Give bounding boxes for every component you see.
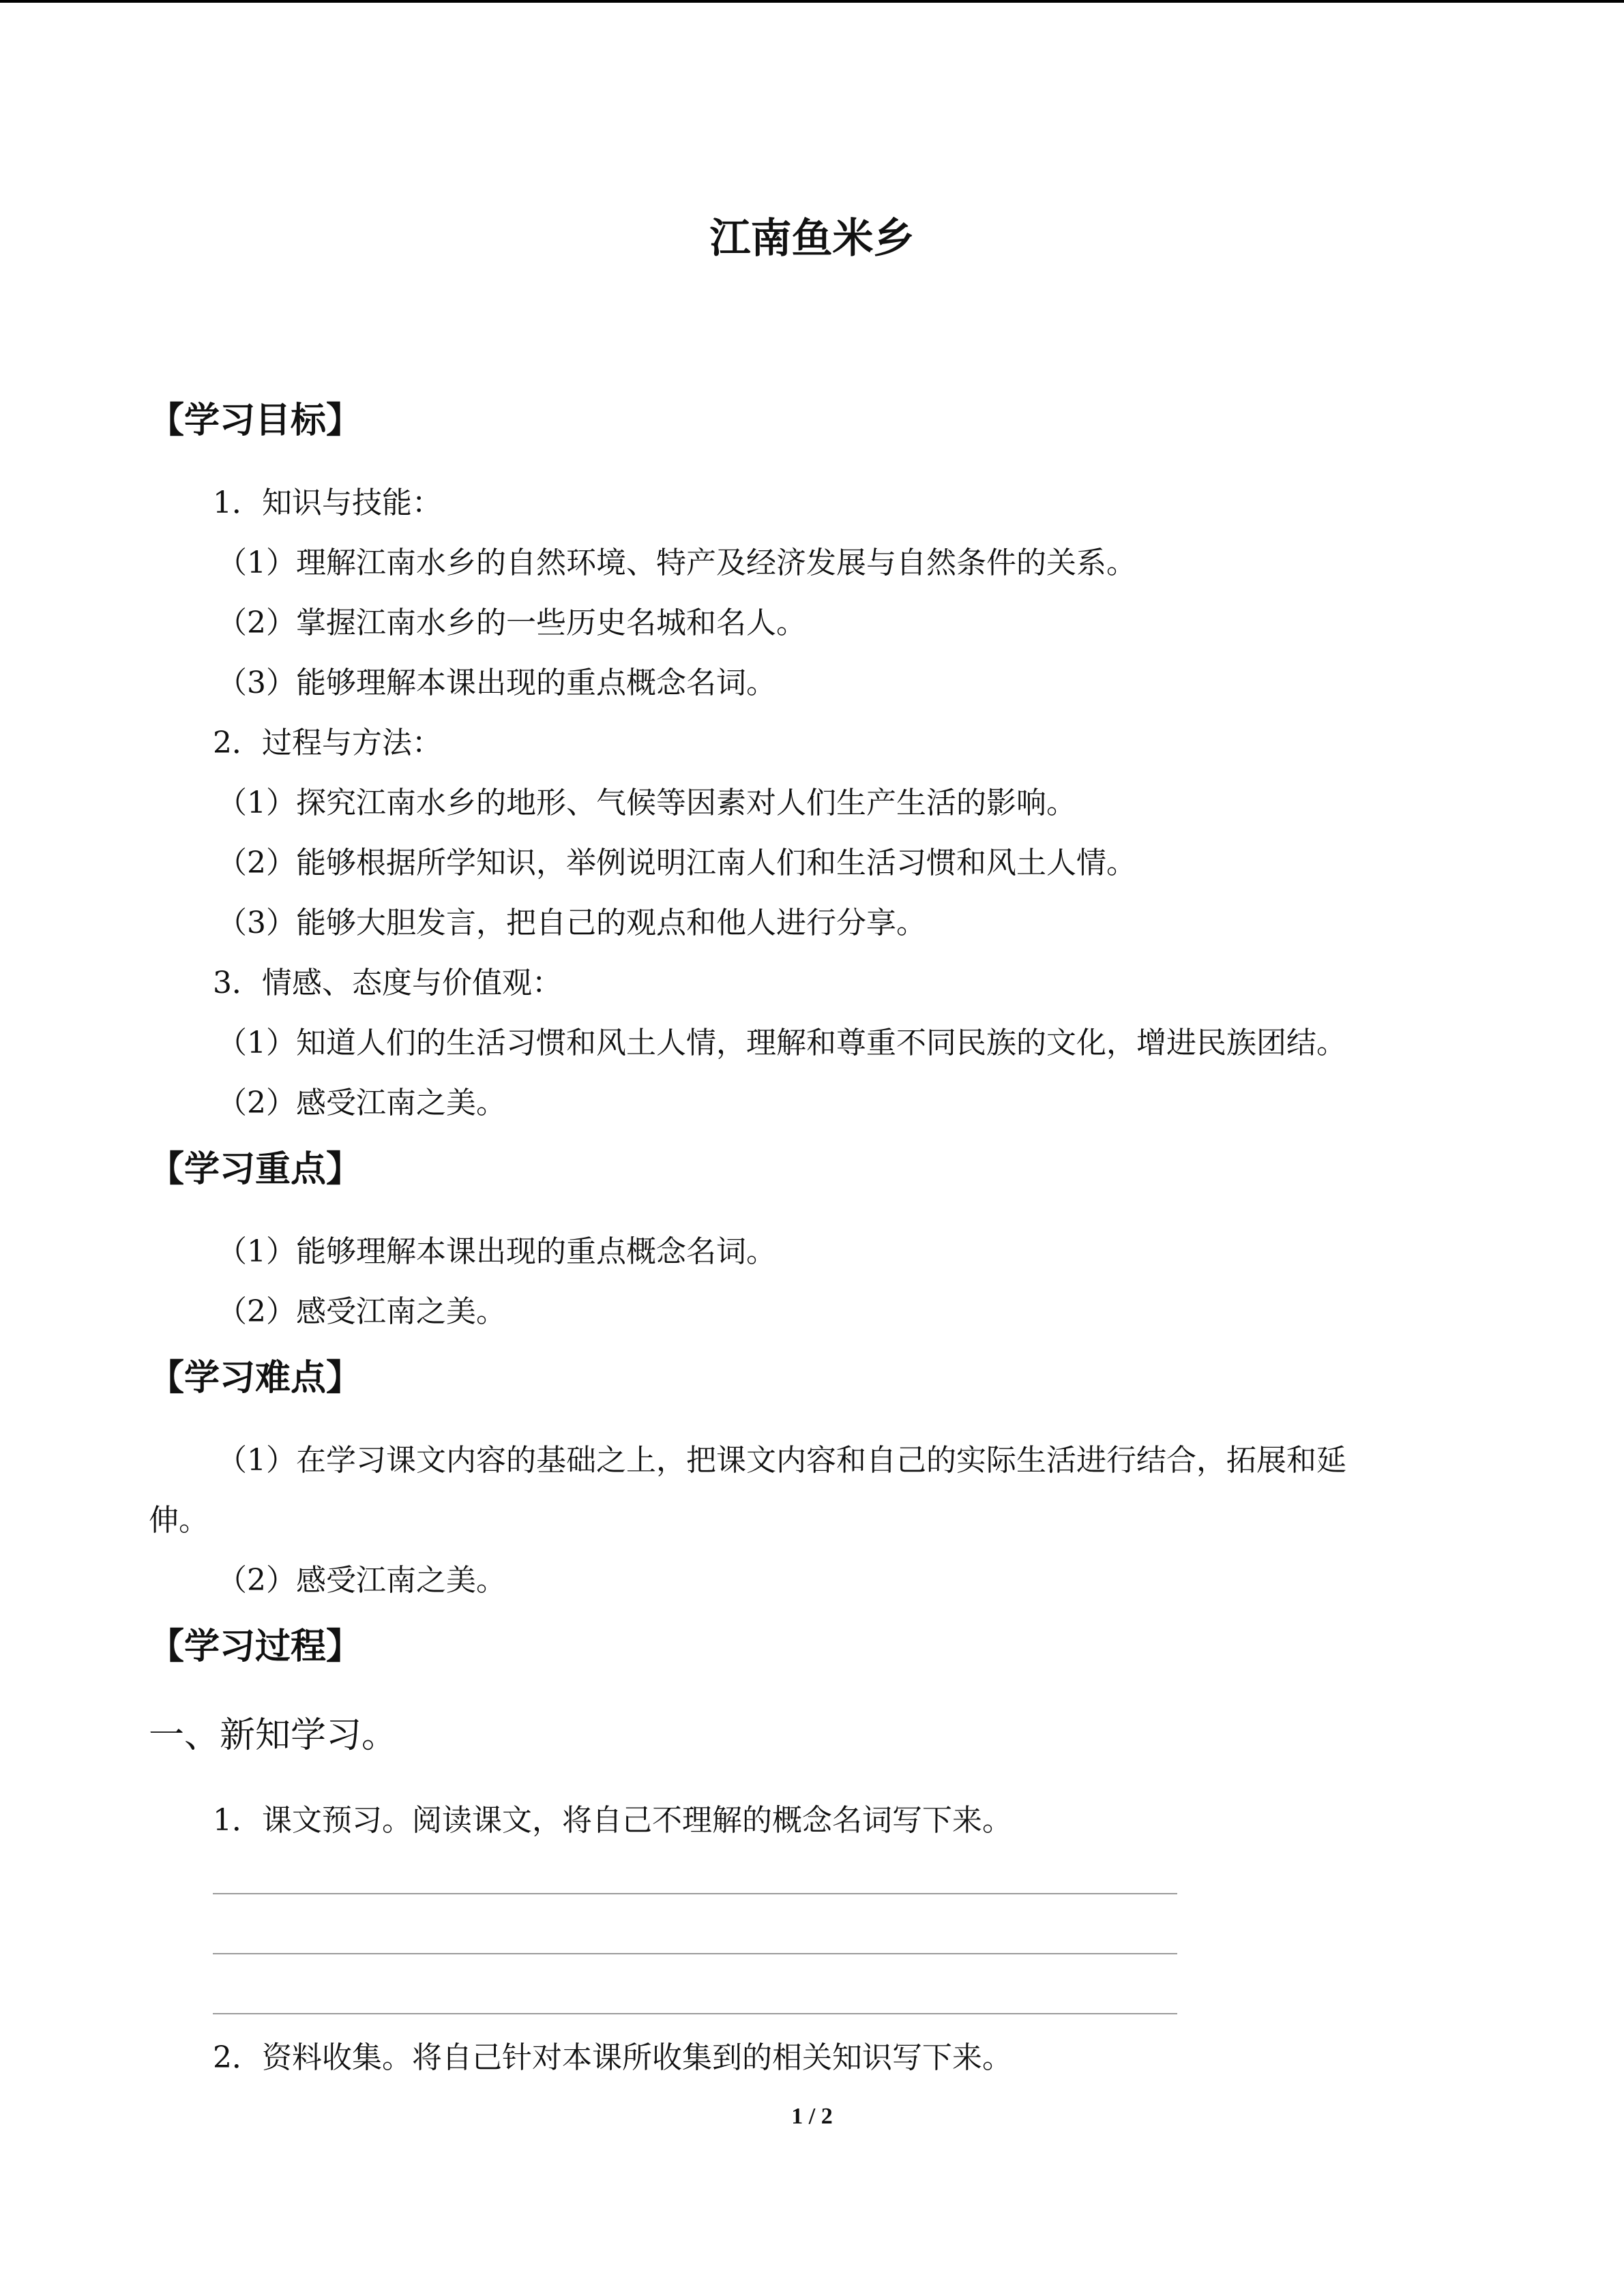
process-task-2: 2．资料收集。将自己针对本课所收集到的相关知识写下来。 bbox=[213, 2040, 1012, 2075]
difficulty-item-1-line-2: 伸。 bbox=[149, 1503, 209, 1538]
top-border-line bbox=[0, 0, 1624, 3]
goal-item-3-2: （2）感受江南之美。 bbox=[217, 1086, 506, 1120]
process-task-1: 1．课文预习。阅读课文，将自己不理解的概念名词写下来。 bbox=[213, 1803, 1012, 1838]
goal-item-3-1: （1）知道人们的生活习惯和风土人情，理解和尊重不同民族的文化，增进民族团结。 bbox=[217, 1026, 1346, 1060]
goal-item-2-2: （2）能够根据所学知识，举例说明江南人们和生活习惯和风土人情。 bbox=[217, 846, 1136, 880]
difficulty-item-2: （2）感受江南之美。 bbox=[217, 1563, 506, 1598]
goal-item-3: 3．情感、态度与价值观： bbox=[213, 966, 562, 1000]
process-part-1: 一、新知学习。 bbox=[149, 1715, 398, 1756]
answer-line bbox=[213, 1953, 1177, 1954]
section-heading-key-points: 【学习重点】 bbox=[149, 1149, 362, 1190]
section-heading-difficulties: 【学习难点】 bbox=[149, 1358, 362, 1399]
answer-line bbox=[213, 1893, 1177, 1894]
difficulty-item-1-line-1: （1）在学习课文内容的基础之上，把课文内容和自己的实际生活进行结合，拓展和延 bbox=[217, 1443, 1346, 1478]
section-heading-process: 【学习过程】 bbox=[149, 1626, 362, 1667]
goal-item-2-3: （3）能够大胆发言，把自己的观点和他人进行分享。 bbox=[217, 906, 926, 940]
goal-item-1-1: （1）理解江南水乡的自然环境、特产及经济发展与自然条件的关系。 bbox=[217, 546, 1136, 580]
key-point-item-2: （2）感受江南之美。 bbox=[217, 1294, 506, 1329]
page-title: 江南鱼米乡 bbox=[709, 215, 915, 263]
goal-item-2: 2．过程与方法： bbox=[213, 726, 442, 760]
goal-item-1-3: （3）能够理解本课出现的重点概念名词。 bbox=[217, 666, 776, 700]
goal-item-1-2: （2）掌握江南水乡的一些历史名城和名人。 bbox=[217, 606, 806, 640]
goal-item-1: 1．知识与技能： bbox=[213, 486, 442, 520]
page-number: 1 / 2 bbox=[791, 2104, 833, 2129]
answer-line bbox=[213, 2013, 1177, 2014]
goal-item-2-1: （1）探究江南水乡的地形、气候等因素对人们生产生活的影响。 bbox=[217, 786, 1076, 820]
section-heading-goals: 【学习目标】 bbox=[149, 400, 362, 441]
key-point-item-1: （1）能够理解本课出现的重点概念名词。 bbox=[217, 1234, 776, 1269]
